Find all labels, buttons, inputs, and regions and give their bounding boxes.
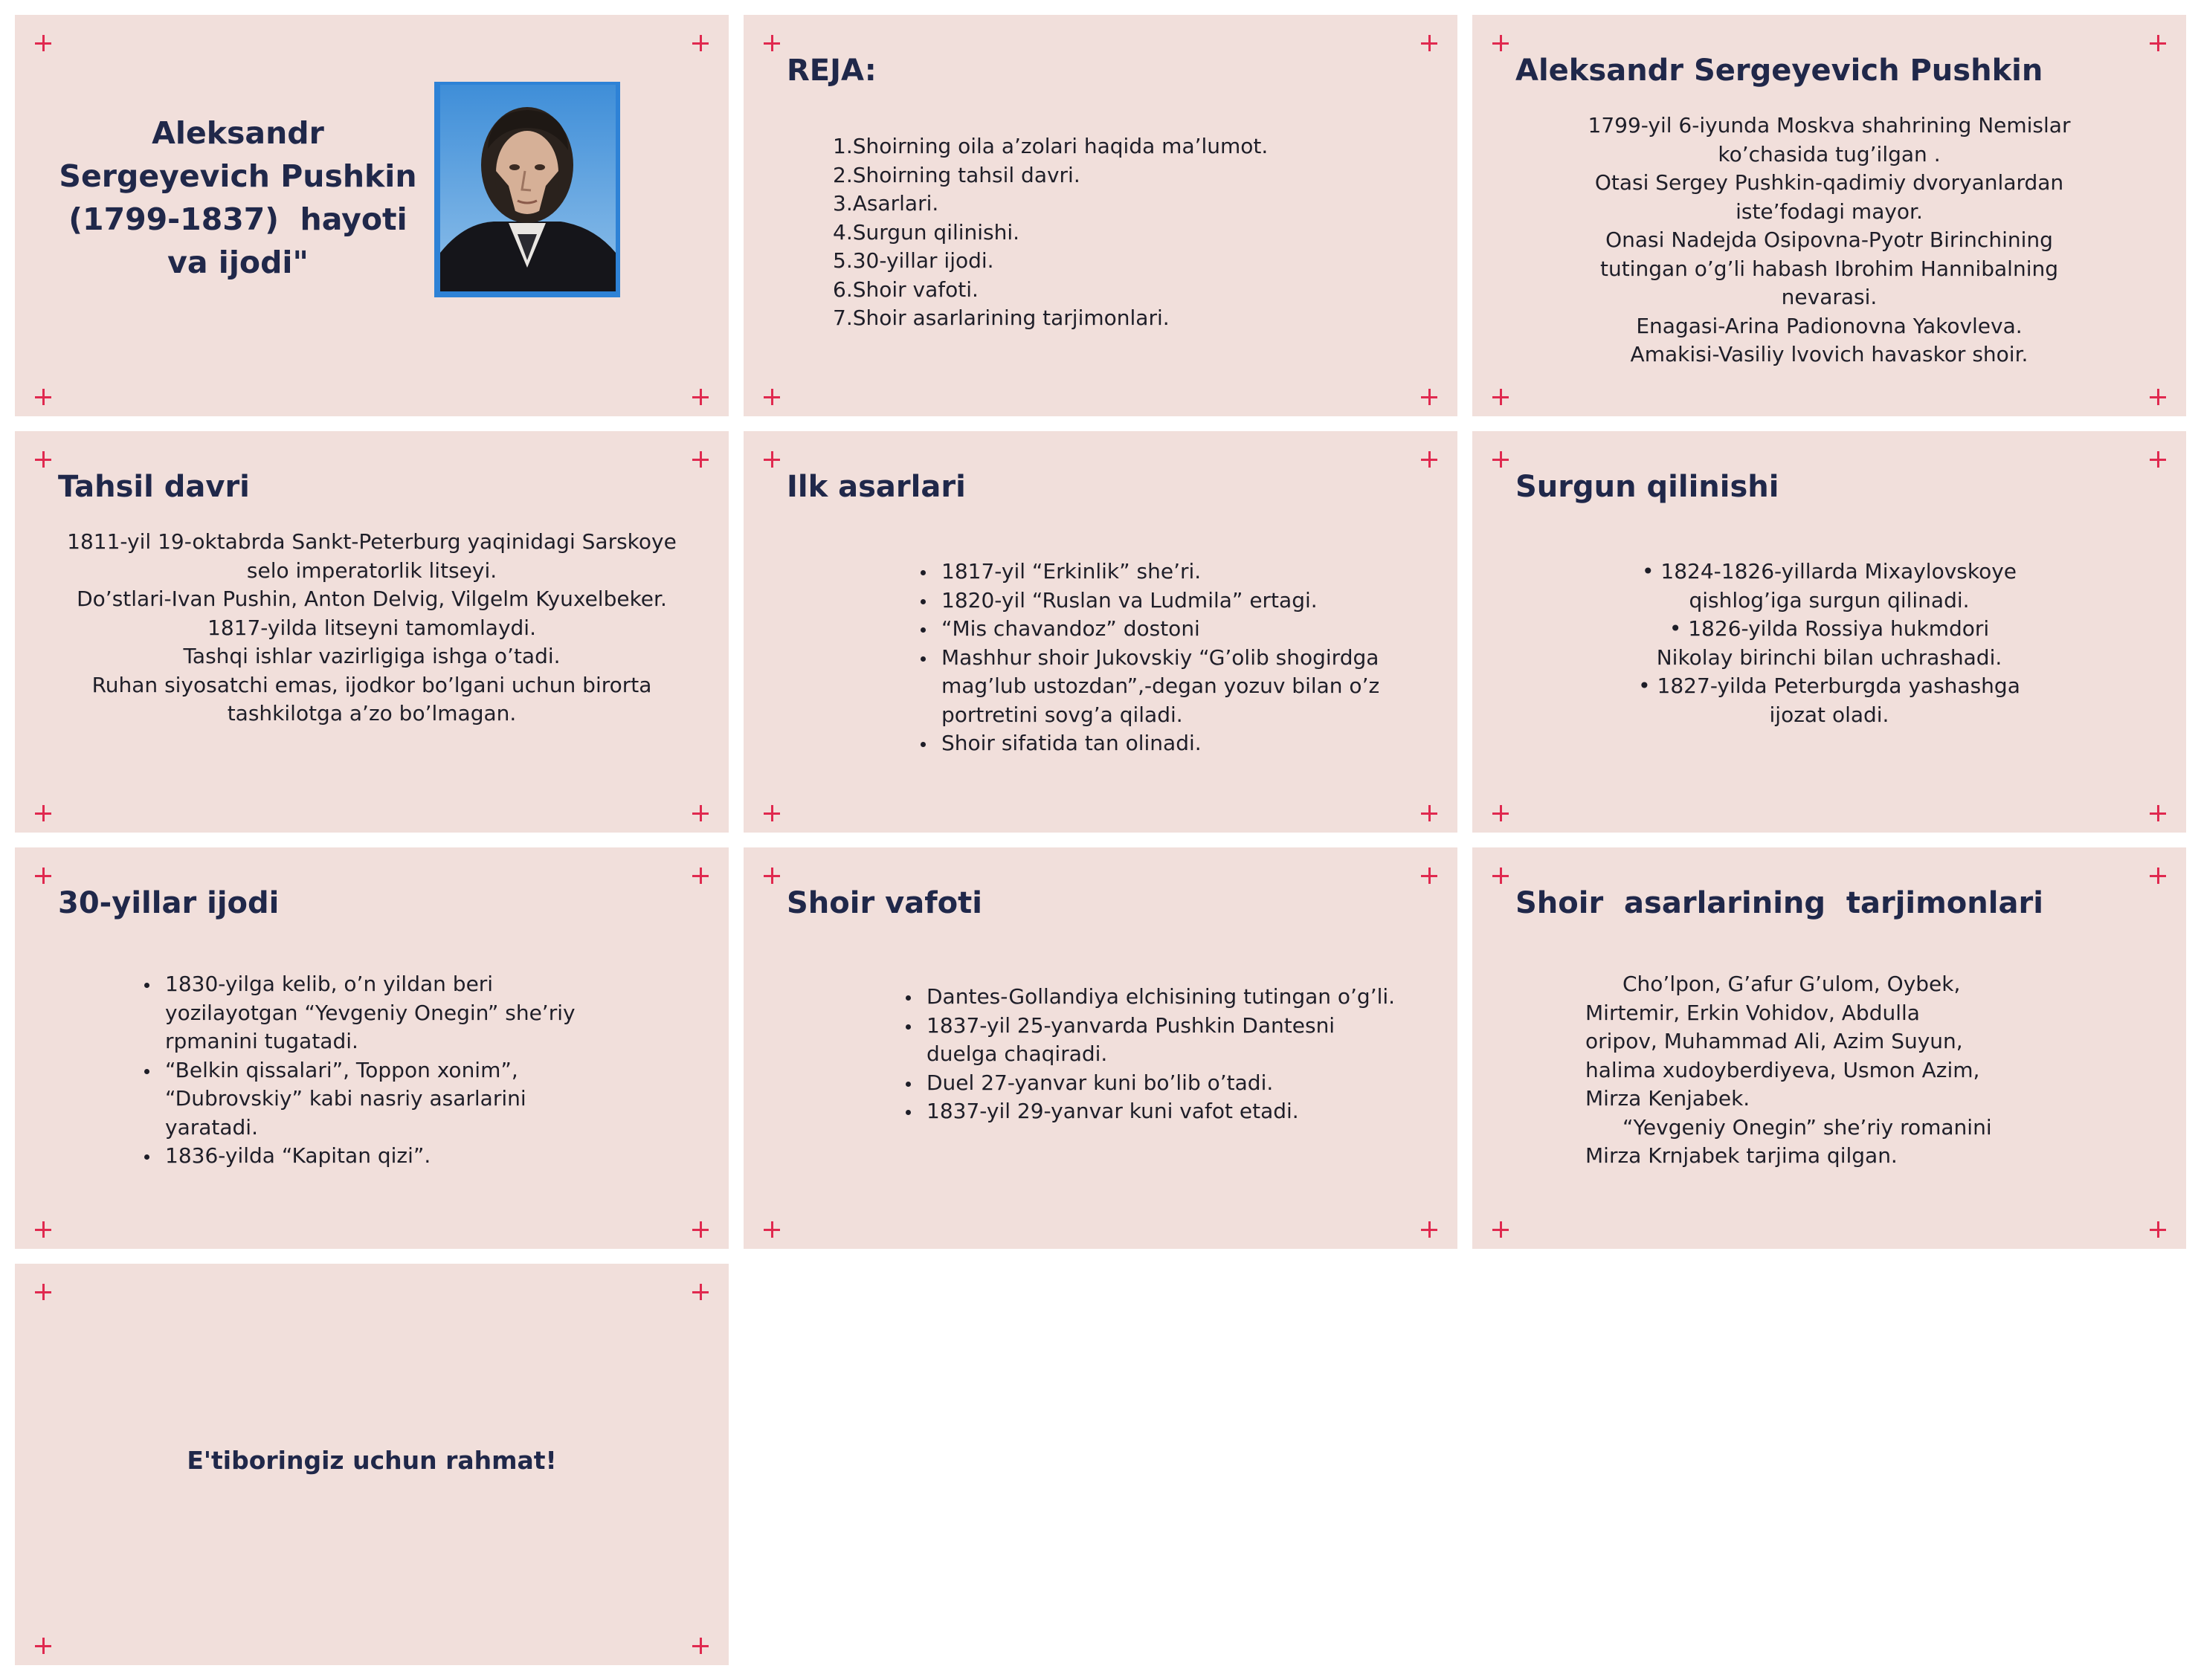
text-line: selo imperatorlik litseyi. — [246, 558, 497, 583]
list-item: 1837-yil 29-yanvar kuni vafot etadi. — [901, 1097, 1395, 1126]
plus-icon — [35, 1221, 51, 1238]
plan-list — [833, 132, 1268, 333]
slide-1-title — [15, 15, 729, 416]
text-line: halima xudoyberdiyeva, Usmon Azim, — [1585, 1057, 1980, 1082]
text-line: qishlog’iga surgun qilinadi. — [1689, 587, 1970, 613]
plus-icon — [764, 389, 780, 405]
text-line: tutingan o’g’li habash Ibrohim Hannibalning — [1599, 256, 2059, 281]
plus-icon — [1421, 389, 1437, 405]
text-line: iste’fodagi mayor. — [1736, 198, 1923, 224]
slide-9-translators — [1472, 847, 2186, 1249]
plus-icon — [764, 35, 780, 51]
text-line: Mirtemir, Erkin Vohidov, Abdulla — [1585, 1000, 1920, 1025]
text-line: Mirza Kenjabek. — [1585, 1086, 1750, 1111]
text-line: ijozat oladi. — [1769, 702, 1889, 727]
plus-icon — [692, 1284, 709, 1300]
presentation-title — [45, 112, 431, 284]
slide-10-thanks — [15, 1264, 729, 1665]
list-item: 3.Asarlari. — [833, 191, 939, 216]
plus-icon — [764, 451, 780, 468]
text-line: Onasi Nadejda Osipovna-Pyotr Birinchining — [1605, 227, 2053, 252]
list-item: 1837-yil 25-yanvarda Pushkin Dantesni duelga chaqiradi. — [901, 1012, 1395, 1069]
slide-heading: Shoir vafoti — [787, 886, 982, 920]
plus-icon — [692, 1221, 709, 1238]
slide-heading: Shoir asarlarining tarjimonlari — [1515, 886, 2043, 920]
pushkin-portrait — [434, 82, 620, 297]
list-item: 5.30-yillar ijodi. — [833, 248, 994, 273]
plus-icon — [2150, 1221, 2166, 1238]
text-line: “Yevgeniy Onegin” she’riy romanini — [1622, 1114, 1992, 1140]
education-text — [15, 528, 729, 728]
list-item: 1820-yil “Ruslan va Ludmila” ertagi. — [916, 587, 1379, 616]
plus-icon — [1421, 35, 1437, 51]
slide-5-early-works — [744, 431, 1457, 833]
slide-heading: Surgun qilinishi — [1515, 470, 1779, 504]
plus-icon — [692, 805, 709, 821]
slide-2-plan — [744, 15, 1457, 416]
plus-icon — [1421, 451, 1437, 468]
plus-icon — [692, 35, 709, 51]
plus-icon — [1421, 805, 1437, 821]
text-line: Otasi Sergey Pushkin-qadimiy dvoryanlardan — [1594, 170, 2064, 195]
list-item: 2.Shoirning tahsil davri. — [833, 162, 1080, 187]
plus-icon — [35, 389, 51, 405]
list-item: Duel 27-yanvar kuni bo’lib o’tadi. — [901, 1069, 1395, 1098]
plus-icon — [1492, 389, 1509, 405]
1830s-works-list — [140, 970, 576, 1171]
slide-heading: REJA: — [787, 54, 877, 88]
text-line: • 1826-yilda Rossiya hukmdori — [1669, 616, 1990, 641]
early-works-list — [916, 558, 1379, 758]
list-item: “Mis chavandoz” dostoni — [916, 615, 1379, 644]
thank-you-text: E'tiboringiz uchun rahmat! — [187, 1446, 557, 1475]
plus-icon — [692, 451, 709, 468]
list-item: Shoir sifatida tan olinadi. — [916, 729, 1379, 758]
text-line: 1817-yilda litseyni tamomlaydi. — [207, 615, 536, 640]
text-line: • 1827-yilda Peterburgda yashashga — [1638, 673, 2020, 698]
slide-8-death — [744, 847, 1457, 1249]
text-line: Tashqi ishlar vazirligiga ishga o’tadi. — [183, 644, 561, 668]
plus-icon — [1492, 451, 1509, 468]
plus-icon — [35, 1638, 51, 1654]
plus-icon — [764, 868, 780, 884]
plus-icon — [35, 35, 51, 51]
plus-icon — [1492, 868, 1509, 884]
death-list — [901, 983, 1395, 1126]
plus-icon — [35, 1284, 51, 1300]
plus-icon — [2150, 389, 2166, 405]
text-line: Do’stlari-Ivan Pushin, Anton Delvig, Vilgelm Kyuxelbeker. — [77, 587, 667, 611]
slide-heading: Tahsil davri — [58, 470, 250, 504]
slide-7-1830s-works — [15, 847, 729, 1249]
plus-icon — [1492, 1221, 1509, 1238]
text-line: oripov, Muhammad Ali, Azim Suyun, — [1585, 1029, 1963, 1053]
translators-text — [1585, 970, 1992, 1171]
list-item: “Belkin qissalari”, Toppon xonim”, “Dubrovskiy” kabi nasriy asarlarini yaratadi. — [140, 1056, 576, 1143]
plus-icon — [2150, 451, 2166, 468]
text-line: Amakisi-Vasiliy lvovich havaskor shoir. — [1630, 342, 2028, 366]
slide-6-exile — [1472, 431, 2186, 833]
title-line: va ijodi" — [167, 245, 309, 280]
list-item: Mashhur shoir Jukovskiy “G’olib shogirdga mag’lub ustozdan”,-degan yozuv bilan o’z portretini sovg’a qiladi. — [916, 644, 1379, 730]
family-text — [1472, 112, 2186, 369]
plus-icon — [1421, 1221, 1437, 1238]
slide-3-family — [1472, 15, 2186, 416]
slide-heading: Ilk asarlari — [787, 470, 966, 504]
text-line: Cho’lpon, G’afur G’ulom, Oybek, — [1622, 972, 1961, 996]
list-item: 1830-yilga kelib, o’n yildan beri yozilayotgan “Yevgeniy Onegin” she’riy rpmanini tugatadi. — [140, 970, 576, 1056]
text-line: ko’chasida tug’ilgan . — [1718, 141, 1941, 167]
text-line: Nikolay birinchi bilan uchrashadi. — [1656, 644, 2002, 670]
plus-icon — [1492, 805, 1509, 821]
list-item: 1817-yil “Erkinlik” she’ri. — [916, 558, 1379, 587]
plus-icon — [764, 805, 780, 821]
text-line: 1811-yil 19-oktabrda Sankt-Peterburg yaqinidagi Sarskoye — [67, 529, 677, 554]
text-line: 1799-yil 6-iyunda Moskva shahrining Nemislar — [1588, 113, 2071, 138]
plus-icon — [1492, 35, 1509, 51]
list-item: Dantes-Gollandiya elchisining tutingan o’g’li. — [901, 983, 1395, 1012]
title-line: Sergeyevich Pushkin — [59, 158, 417, 194]
text-line: Enagasi-Arina Padionovna Yakovleva. — [1636, 313, 2023, 338]
plus-icon — [35, 805, 51, 821]
text-line: tashkilotga a’zo bo’lmagan. — [227, 701, 517, 726]
plus-icon — [2150, 805, 2166, 821]
plus-icon — [692, 1638, 709, 1654]
slide-heading: 30-yillar ijodi — [58, 886, 280, 920]
plus-icon — [764, 1221, 780, 1238]
list-item: 1836-yilda “Kapitan qizi”. — [140, 1142, 576, 1171]
list-item: 7.Shoir asarlarining tarjimonlari. — [833, 306, 1170, 330]
title-line: Aleksandr — [152, 115, 324, 151]
plus-icon — [35, 451, 51, 468]
text-line: Ruhan siyosatchi emas, ijodkor bo’lgani uchun birorta — [91, 672, 652, 697]
plus-icon — [2150, 35, 2166, 51]
plus-icon — [35, 868, 51, 884]
text-line: Mirza Krnjabek tarjima qilgan. — [1585, 1143, 1898, 1168]
text-line: nevarasi. — [1781, 285, 1878, 309]
plus-icon — [1421, 868, 1437, 884]
list-item: 4.Surgun qilinishi. — [833, 219, 1020, 245]
list-item: 6.Shoir vafoti. — [833, 277, 979, 302]
slide-heading: Aleksandr Sergeyevich Pushkin — [1515, 54, 2043, 88]
plus-icon — [2150, 868, 2166, 884]
slide-4-education — [15, 431, 729, 833]
title-line: (1799-1837) hayoti — [68, 201, 407, 237]
list-item: 1.Shoirning oila a’zolari haqida ma’lumot. — [833, 134, 1269, 158]
plus-icon — [692, 868, 709, 884]
text-line: • 1824-1826-yillarda Mixaylovskoye — [1641, 559, 2017, 584]
plus-icon — [692, 389, 709, 405]
exile-text — [1636, 558, 2023, 729]
